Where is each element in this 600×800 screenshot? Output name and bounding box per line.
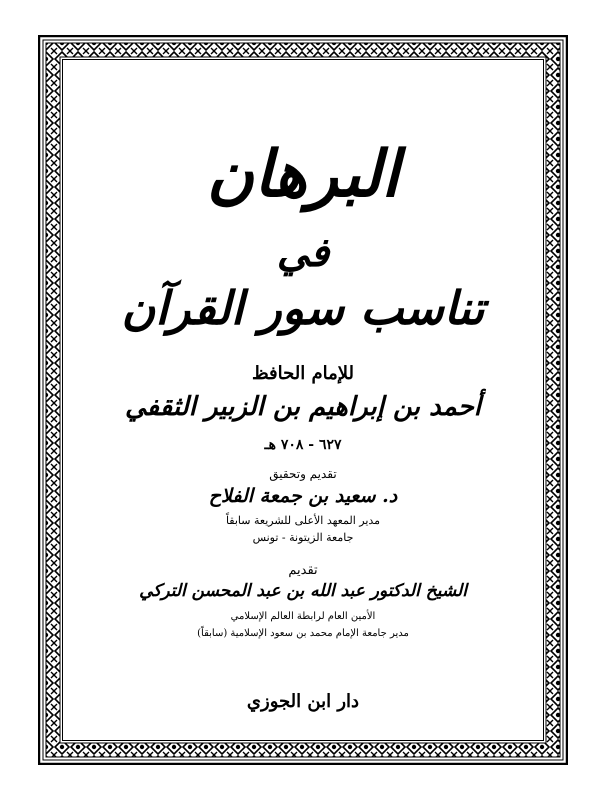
- book-title: البرهان: [206, 137, 400, 212]
- presenter-position: الأمين العام لرابطة العالم الإسلامي: [230, 611, 376, 622]
- presenter-affiliation: مدير جامعة الإمام محمد بن سعود الإسلامية (سابقاً): [197, 628, 409, 639]
- editor-affiliation: جامعة الزيتونة - تونس: [252, 531, 354, 544]
- ornamental-frame: [38, 35, 568, 765]
- intro-label: تقديم: [288, 563, 318, 578]
- editor-position: مدير المعهد الأعلى للشريعة سابقاً: [225, 514, 381, 527]
- title-connector: في: [276, 229, 330, 276]
- author-name: أحمد بن إبراهيم بن الزبير الثقفي: [124, 392, 482, 422]
- author-dates: ٦٢٧ - ٧٠٨ هـ: [264, 437, 342, 453]
- book-subtitle: تناسب سور القرآن: [121, 281, 485, 335]
- publisher-name: دار ابن الجوزي: [246, 691, 360, 712]
- presenter-name: الشيخ الدكتور عبد الله بن عبد المحسن التركي: [139, 581, 467, 601]
- author-label: للإمام الحافظ: [251, 363, 355, 384]
- editor-name: د. سعيد بن جمعة الفلاح: [208, 485, 398, 507]
- edition-label: تقديم وتحقيق: [269, 467, 337, 481]
- cover-content: [62, 59, 544, 741]
